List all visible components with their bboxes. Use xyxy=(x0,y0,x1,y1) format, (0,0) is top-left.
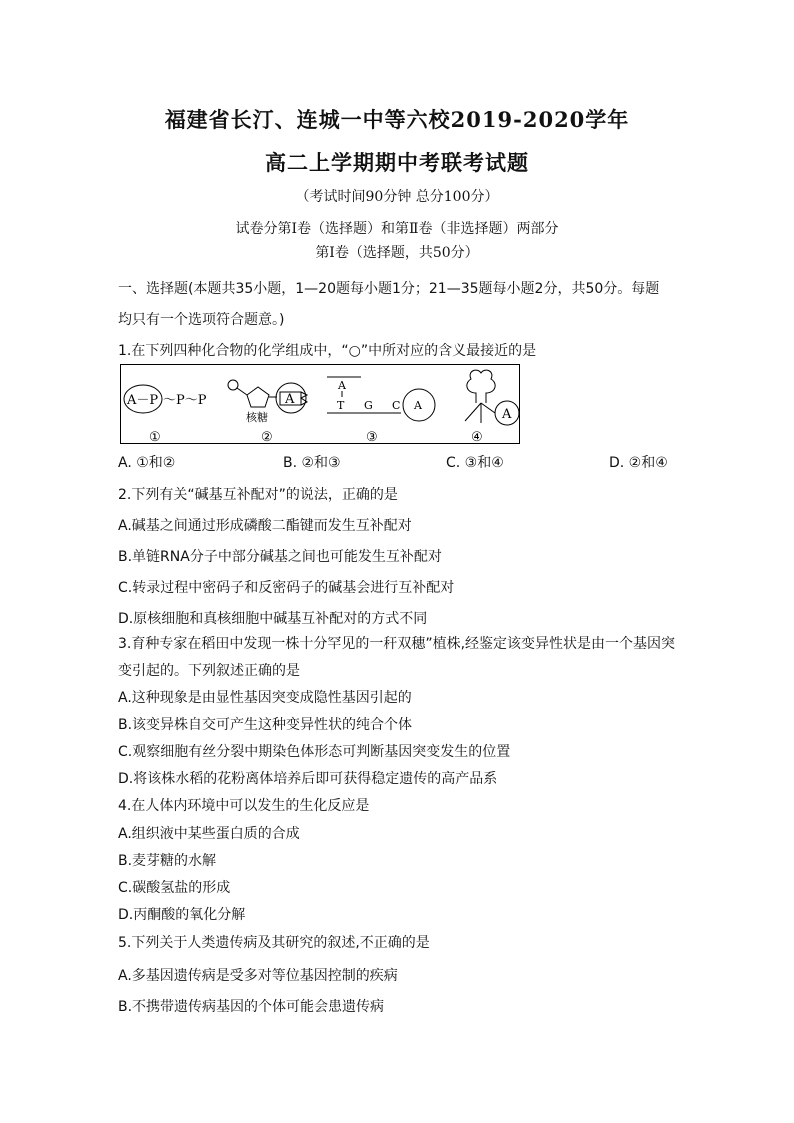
q3-stem-line-1: 3.育种专家在稻田中发现一株十分罕见的一秆双穗”植株,经鉴定该变异性状是由一个基因突 xyxy=(118,636,676,652)
fig2-number: ② xyxy=(261,430,273,445)
fig2-circle-text: A xyxy=(285,392,295,407)
q4-option-a: A.组织液中某些蛋白质的合成 xyxy=(118,826,300,842)
q2-option-c: C.转录过程中密码子和反密码子的碱基会进行互补配对 xyxy=(118,580,455,596)
trna-icon xyxy=(467,370,495,403)
q4-option-b: B.麦芽糖的水解 xyxy=(118,853,217,869)
q5-option-b: B.不携带遗传病基因的个体可能会患遗传病 xyxy=(118,999,385,1015)
q3-option-a: A.这种现象是由显性基因突变成隐性基因引起的 xyxy=(118,690,412,706)
paper-structure: 试卷分第Ⅰ卷（选择题）和第Ⅱ卷（非选择题）两部分 xyxy=(235,221,559,237)
section-intro-line-1: 一、选择题(本题共35小题，1—20题每小题1分；21—35题每小题2分，共50分。每题 xyxy=(118,281,660,297)
q1-option-b: B. ②和③ xyxy=(283,455,341,471)
fig3-base-c: C xyxy=(392,399,401,412)
q4-stem: 4.在人体内环境中可以发生的生化反应是 xyxy=(118,798,370,814)
trna-arm-left xyxy=(465,403,481,421)
fig3-top-base: A xyxy=(338,379,346,392)
q1-figure-svg xyxy=(121,365,521,445)
fig1-pp-text: ～P～P xyxy=(163,393,207,408)
q5-option-a: A.多基因遗传病是受多对等位基因控制的疾病 xyxy=(118,968,398,984)
phosphate-icon xyxy=(228,380,238,390)
fig4-circle-text: A xyxy=(502,407,512,422)
q2-option-d: D.原核细胞和真核细胞中碱基互补配对的方式不同 xyxy=(118,611,428,627)
trna-arm-right xyxy=(481,403,495,413)
q1-stem: 1.在下列四种化合物的化学组成中，“○”中所对应的含义最接近的是 xyxy=(118,343,537,359)
fig3-base-t: T xyxy=(337,399,345,412)
q1-figure xyxy=(120,364,520,444)
ribose-pentagon-icon xyxy=(247,387,269,407)
q1-option-d: D. ②和④ xyxy=(609,455,668,471)
q2-option-a: A.碱基之间通过形成磷酸二酯键而发生互补配对 xyxy=(118,518,412,534)
q1-option-c: C. ③和④ xyxy=(446,455,504,471)
q3-option-c: C.观察细胞有丝分裂中期染色体形态可判断基因突变发生的位置 xyxy=(118,744,511,760)
q4-option-c: C.碳酸氢盐的形成 xyxy=(118,880,231,896)
fig3-circle-text: A xyxy=(414,399,422,412)
part-one-heading: 第Ⅰ卷（选择题，共50分） xyxy=(315,245,479,261)
q3-option-d: D.将该株水稻的花粉离体培养后即可获得稳定遗传的高产品系 xyxy=(118,771,498,787)
fig1-ap-text: A－P xyxy=(127,393,159,408)
section-intro-line-2: 均只有一个选项符合题意。) xyxy=(118,312,285,328)
q2-option-b: B.单链RNA分子中部分碱基之间也可能发生互补配对 xyxy=(118,549,442,565)
fig1-number: ① xyxy=(149,430,161,445)
q3-option-b: B.该变异株自交可产生这种变异性状的纯合个体 xyxy=(118,717,413,733)
fig3-number: ③ xyxy=(366,430,378,445)
exam-info: （考试时间90分钟 总分100分） xyxy=(295,189,499,205)
q3-stem-line-2: 变引起的。下列叙述正确的是 xyxy=(118,663,300,679)
q2-stem: 2.下列有关“碱基互补配对”的说法，正确的是 xyxy=(118,487,398,503)
title-line-2: 高二上学期期中考联考试题 xyxy=(265,150,529,175)
q4-option-d: D.丙酮酸的氧化分解 xyxy=(118,907,246,923)
title-line-1: 福建省长汀、连城一中等六校2019-2020学年 xyxy=(164,107,630,132)
fig4-number: ④ xyxy=(471,430,483,445)
q1-option-a: A. ①和② xyxy=(118,455,176,471)
fig2-ribose-label: 核糖 xyxy=(246,411,268,424)
phosphate-bond xyxy=(237,388,247,395)
fig3-base-g: G xyxy=(364,399,373,412)
q5-stem: 5.下列关于人类遗传病及其研究的叙述,不正确的是 xyxy=(118,935,430,951)
